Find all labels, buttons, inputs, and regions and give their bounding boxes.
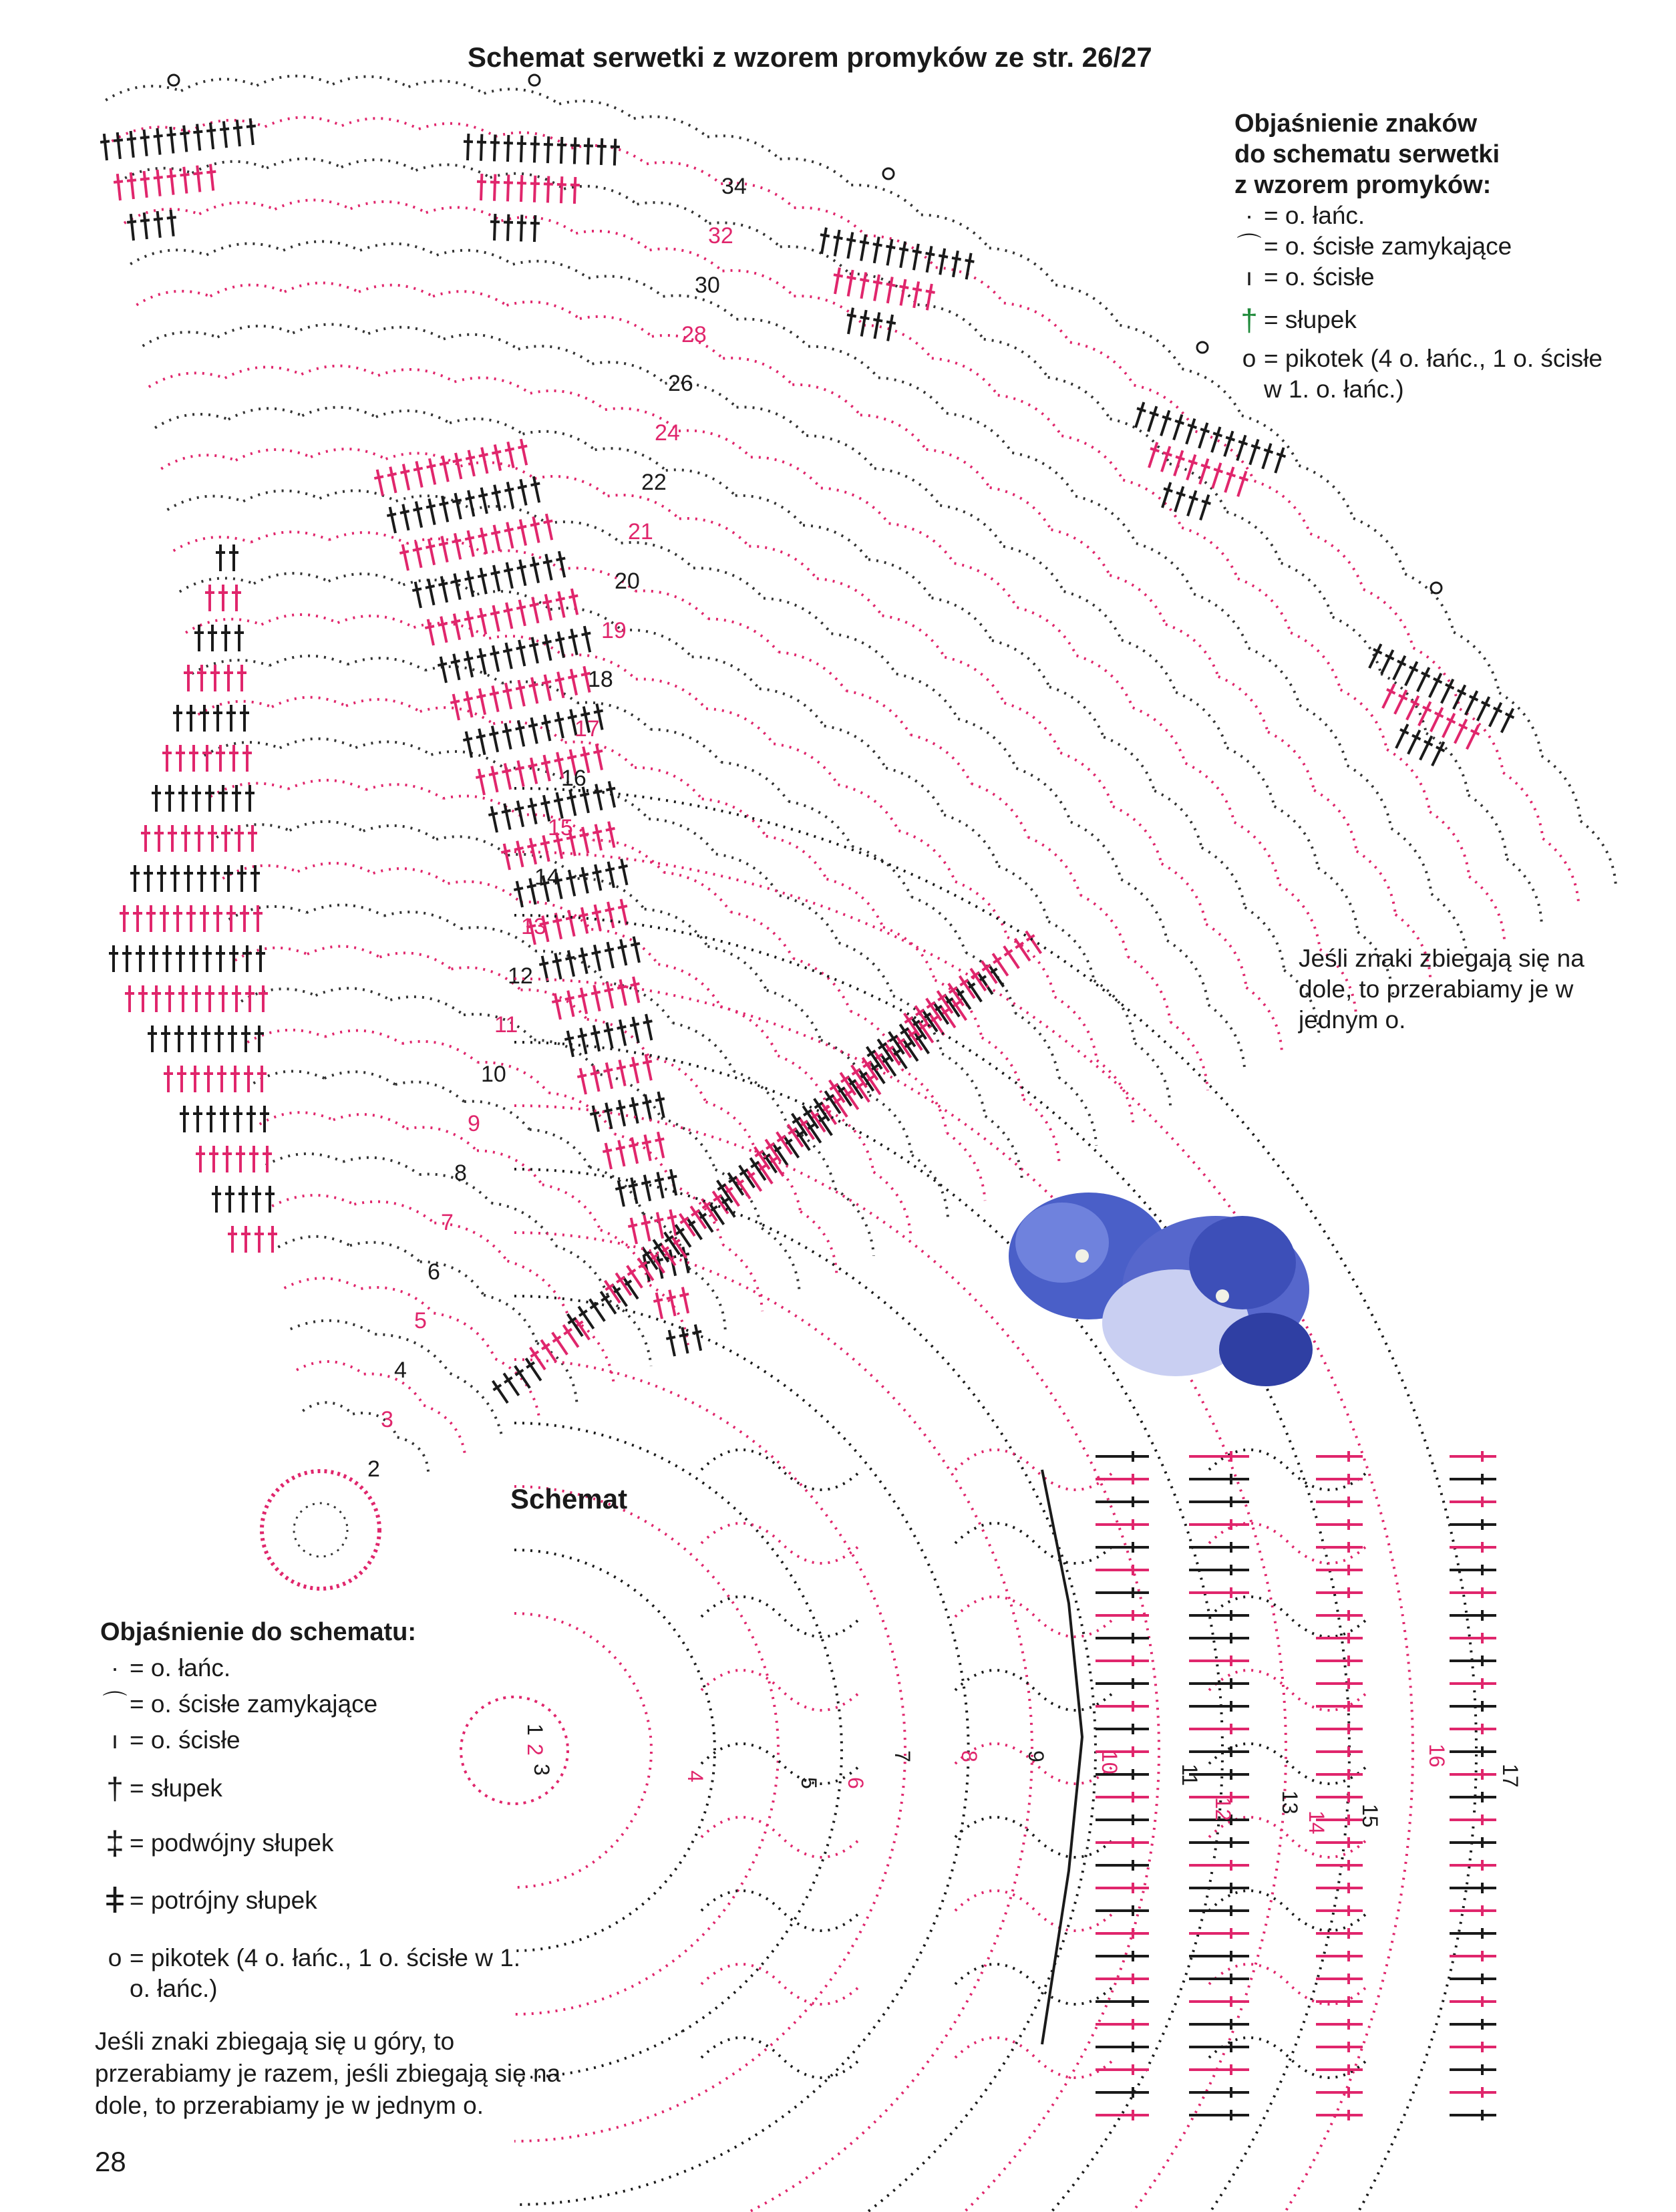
round-label: 7: [441, 1210, 454, 1235]
chain-wave: [1209, 1670, 1369, 1710]
flower-image: [1002, 1169, 1323, 1396]
single-crochet-icon: ı: [1245, 263, 1253, 291]
round-label: 4: [394, 1358, 407, 1383]
round-label: 15: [1358, 1804, 1382, 1828]
double-crochet-icon: †: [1240, 303, 1258, 337]
round-label: 9: [1024, 1750, 1048, 1762]
round-label: 15: [548, 815, 573, 840]
round-label: 3: [530, 1764, 554, 1776]
chain-wave: [955, 1891, 1116, 1931]
chain-wave: [955, 1597, 1116, 1637]
legend-bottom-heading: Objaśnienie do schematu:: [100, 1618, 416, 1646]
round-label: 22: [641, 470, 667, 495]
treble-crochet-icon: ‡: [106, 1825, 124, 1862]
chain-wave: [701, 1964, 862, 2004]
chain-wave: [701, 1450, 862, 1490]
chain-wave: [1209, 1964, 1369, 2004]
legend-bottom: [100, 1617, 554, 2004]
round-label: 19: [601, 618, 627, 643]
round-label: 8: [957, 1750, 981, 1762]
round-label: 16: [1425, 1744, 1449, 1768]
round-label: 12: [508, 963, 533, 989]
round-label: 17: [574, 716, 600, 742]
chain-wave: [955, 1523, 1116, 1563]
round-label: 26: [668, 371, 693, 396]
legend-item: ‡ = podwójny słupek: [100, 1828, 554, 1859]
round-label: 5: [797, 1777, 821, 1789]
chain-wave: [955, 1450, 1116, 1490]
round-label: 8: [454, 1160, 467, 1186]
page-number: 28: [95, 2146, 126, 2177]
legend-item: o = pikotek (4 o. łańc., 1 o. ścisłe w 1. o. łańc.): [100, 1943, 554, 2004]
chain-wave: [701, 1597, 862, 1637]
round-label: 4: [683, 1770, 707, 1782]
chain-wave: [701, 1744, 862, 1784]
legend-top: [1234, 108, 1649, 405]
legend-item: † = słupek: [100, 1773, 554, 1804]
double-treble-icon: ǂ: [104, 1881, 126, 1921]
chain-wave: [701, 2038, 862, 2078]
legend-item: · = o. łańc.: [1234, 200, 1649, 231]
round-label: 1: [523, 1724, 547, 1736]
round-label: 32: [708, 223, 733, 249]
note-top: Jeśli znaki zbiegają się na dole, to przerabiamy je w jednym o.: [1299, 945, 1584, 1034]
slip-stitch-icon: ⌒: [1236, 232, 1262, 260]
legend-item: o = pikotek (4 o. łańc., 1 o. ścisłe w 1. o. łańc.): [1234, 343, 1649, 405]
legend-item: ⌒ = o. ścisłe zamykające: [100, 1689, 554, 1720]
picot-icon: o: [1242, 345, 1256, 372]
double-crochet-icon: †: [106, 1771, 124, 1806]
chain-arc: [514, 979, 1286, 2212]
round-label: 21: [628, 519, 653, 544]
round-label: 12: [1211, 1797, 1235, 1821]
round-label: 3: [381, 1407, 393, 1432]
round-label: 6: [844, 1777, 868, 1789]
round-label: 2: [367, 1456, 380, 1482]
chain-arc: [514, 915, 1349, 2212]
round-label: 13: [1278, 1790, 1302, 1814]
legend-top-heading-2: do schematu serwetki: [1234, 140, 1500, 168]
round-label: 14: [534, 864, 560, 890]
round-label: 10: [481, 1062, 506, 1087]
chain-wave: [955, 1670, 1116, 1710]
round-label: 13: [521, 914, 546, 939]
picot-icon: o: [108, 1944, 122, 1971]
legend-item: · = o. łańc.: [100, 1653, 554, 1684]
round-label: 11: [1178, 1764, 1202, 1786]
round-label: 10: [1098, 1750, 1122, 1774]
chain-wave: [1209, 1744, 1369, 1784]
schemat-label: Schemat: [510, 1483, 628, 1515]
round-label: 16: [561, 766, 586, 791]
round-label: 34: [721, 174, 747, 199]
round-label: 14: [1305, 1810, 1329, 1835]
chain-wave: [955, 1964, 1116, 2004]
chain-arc: [514, 1360, 905, 2141]
chain-wave: [1209, 1817, 1369, 1857]
legend-top-heading-1: Objaśnienie znaków: [1234, 110, 1478, 138]
round-label: 11: [494, 1012, 518, 1038]
chain-wave: [701, 1523, 862, 1563]
round-label: 5: [414, 1308, 427, 1333]
round-label: 30: [695, 273, 720, 298]
chain-arc: [514, 1423, 842, 2078]
legend-item: ı = o. ścisłe: [1234, 262, 1649, 293]
legend-item: ı = o. ścisłe: [100, 1725, 554, 1756]
legend-item: ⌒ = o. ścisłe zamykające: [1234, 231, 1649, 262]
slip-stitch-icon: ⌒: [102, 1690, 128, 1718]
round-label: 18: [588, 667, 613, 692]
chain-wave: [955, 1817, 1116, 1857]
chain-wave: [1209, 2038, 1369, 2078]
single-crochet-icon: ı: [111, 1726, 119, 1754]
round-label: 6: [428, 1259, 440, 1285]
legend-item: † = słupek: [1234, 305, 1649, 335]
chain-wave: [955, 1744, 1116, 1784]
legend-item: ǂ = potrójny słupek: [100, 1885, 554, 1916]
legend-top-heading-3: z wzorem promyków:: [1234, 171, 1492, 199]
page-title: Schemat serwetki z wzorem promyków ze str. 26/27: [468, 41, 1152, 73]
round-label: 17: [1498, 1764, 1522, 1788]
chain-wave: [1209, 1523, 1369, 1563]
round-label: 20: [615, 569, 640, 594]
chain-arc: [514, 1233, 1032, 2212]
note-bottom: Jeśli znaki zbiegają się u góry, to przerabiamy je razem, jeśli zbiegają się na dole, to przerabiamy je w jednym o.: [95, 2028, 561, 2119]
chain-icon: ·: [110, 1654, 120, 1682]
round-label: 9: [468, 1111, 480, 1136]
chain-wave: [701, 1670, 862, 1710]
round-label: 7: [890, 1750, 914, 1762]
round-label: 28: [681, 322, 707, 347]
round-label: 24: [655, 420, 680, 446]
chain-wave: [955, 2038, 1116, 2078]
round-label: 2: [523, 1744, 547, 1756]
chain-wave: [701, 1817, 862, 1857]
chain-icon: ·: [1244, 202, 1254, 229]
